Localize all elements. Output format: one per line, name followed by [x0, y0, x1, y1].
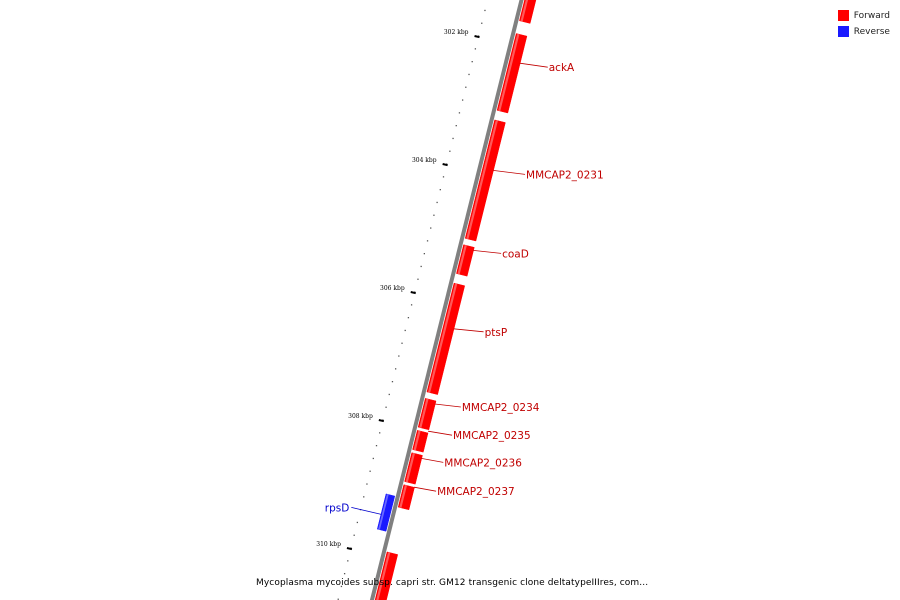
gene-label[interactable]: MMCAP2_0237: [437, 486, 515, 499]
minor-tick: [373, 458, 374, 459]
minor-tick: [405, 330, 406, 331]
leader-line: [520, 63, 548, 67]
major-tick: [475, 36, 480, 37]
leader-line: [428, 431, 452, 435]
minor-tick: [357, 522, 358, 523]
minor-tick: [459, 112, 460, 113]
gene-label[interactable]: ptsP: [484, 326, 508, 339]
minor-tick: [449, 151, 450, 152]
leader-line: [351, 507, 381, 514]
minor-tick: [344, 573, 345, 574]
minor-tick: [472, 61, 473, 62]
minor-tick: [433, 215, 434, 216]
minor-tick: [440, 189, 441, 190]
minor-tick: [430, 227, 431, 228]
legend-label-reverse: Reverse: [853, 26, 890, 37]
minor-tick: [443, 176, 444, 177]
reverse-swatch: [838, 26, 849, 37]
tick-label: 302 kbp: [443, 29, 469, 36]
minor-tick: [417, 279, 418, 280]
major-tick: [411, 292, 416, 293]
gene-label[interactable]: ackA: [548, 62, 575, 75]
minor-tick: [465, 87, 466, 88]
minor-tick: [354, 535, 355, 536]
major-tick: [379, 420, 384, 421]
minor-tick: [347, 560, 348, 561]
minor-tick: [475, 48, 476, 49]
minor-tick: [401, 343, 402, 344]
tick-label: 308 kbp: [348, 413, 373, 420]
minor-tick: [456, 125, 457, 126]
minor-tick: [468, 74, 469, 75]
minor-tick: [366, 483, 367, 484]
minor-tick: [385, 407, 386, 408]
leader-line: [473, 250, 501, 253]
minor-tick: [376, 445, 377, 446]
minor-tick: [421, 266, 422, 267]
major-tick: [347, 548, 352, 549]
genome-backbone: [369, 0, 524, 600]
forward-swatch: [838, 10, 849, 21]
minor-tick: [436, 202, 437, 203]
minor-tick: [452, 138, 453, 139]
gene-pta[interactable]: [519, 0, 542, 23]
gene-label[interactable]: MMCAP2_0235: [453, 430, 531, 443]
gene-labels-layer: [273, 0, 604, 600]
leader-line: [421, 458, 443, 462]
tick-label: 306 kbp: [380, 285, 405, 292]
leader-line: [454, 329, 484, 332]
minor-tick: [427, 240, 428, 241]
minor-tick: [462, 99, 463, 100]
minor-tick: [379, 432, 380, 433]
gene-label[interactable]: MMCAP2_0234: [461, 402, 540, 414]
leader-line: [435, 404, 461, 407]
major-tick: [443, 164, 448, 165]
minor-tick: [389, 394, 390, 395]
gene-label[interactable]: MMCAP2_0231: [526, 169, 604, 182]
minor-tick: [411, 304, 412, 305]
legend: [838, 8, 890, 40]
minor-tick: [369, 471, 370, 472]
tick-label: 310 kbp: [316, 541, 341, 548]
minor-tick: [424, 253, 425, 254]
minor-tick: [481, 23, 482, 24]
minor-tick: [363, 496, 364, 497]
leader-line: [414, 487, 436, 491]
gene-label[interactable]: coaD: [502, 248, 529, 261]
minor-tick: [398, 355, 399, 356]
minor-tick: [408, 317, 409, 318]
sequence-caption: Mycoplasma mycoides subsp. capri str. GM12 transgenic clone deltatypeIIIres, com...: [256, 578, 649, 588]
minor-tick: [392, 381, 393, 382]
gene-label[interactable]: MMCAP2_0236: [444, 457, 522, 470]
minor-tick: [484, 10, 485, 11]
minor-tick: [395, 368, 396, 369]
legend-item-forward: [838, 8, 890, 23]
gene-label[interactable]: rpsD: [324, 502, 350, 515]
legend-label-forward: Forward: [853, 10, 890, 21]
leader-line: [493, 170, 525, 174]
legend-item-reverse: [838, 24, 890, 39]
tick-label: 304 kbp: [411, 157, 437, 164]
